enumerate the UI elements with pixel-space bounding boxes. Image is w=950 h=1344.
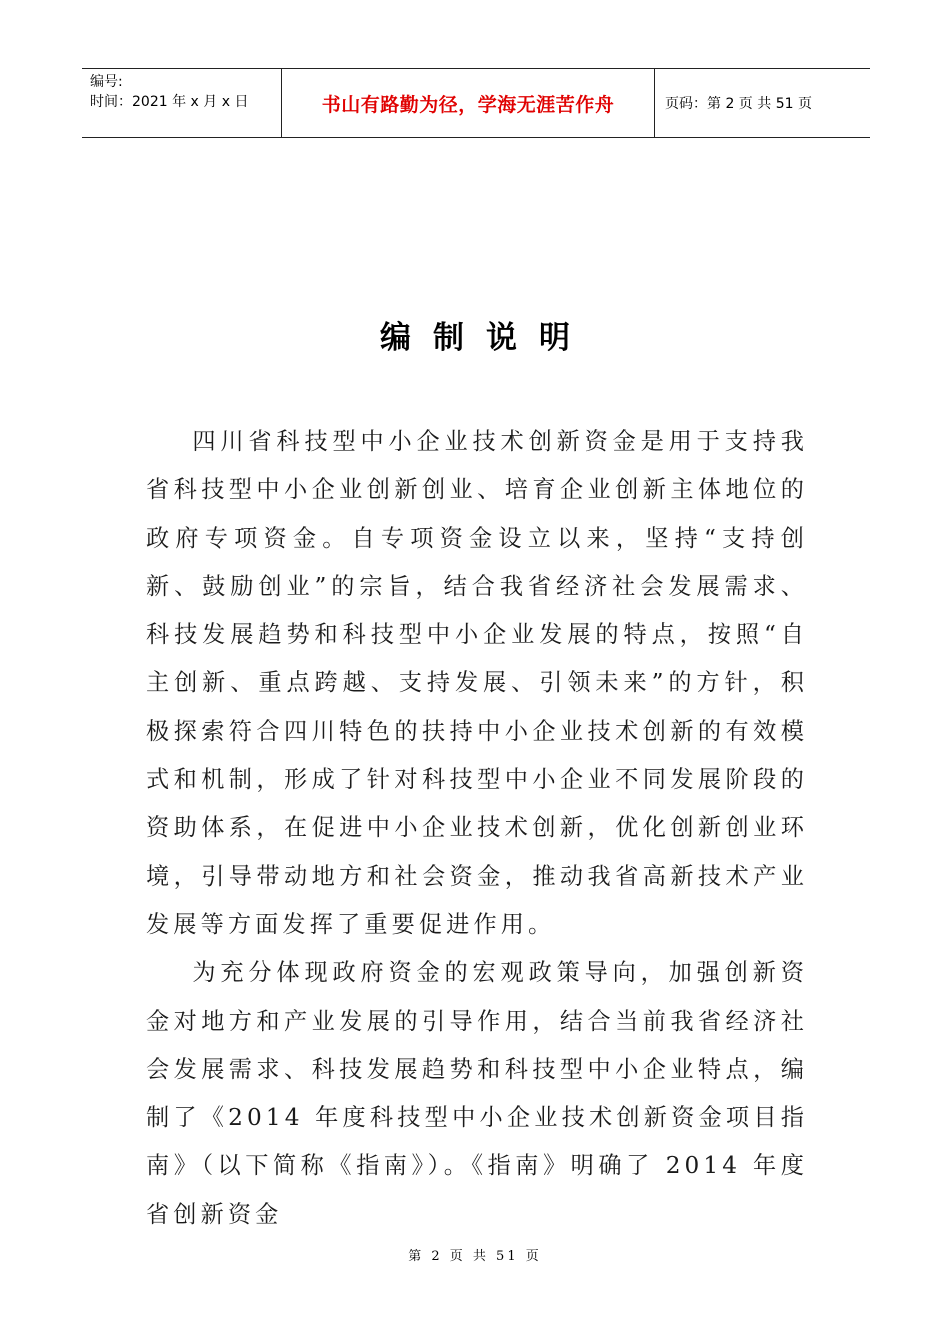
document-body <box>146 418 808 1239</box>
header-meta <box>82 69 282 137</box>
page-header <box>82 68 870 138</box>
document-title: 编制说明 <box>380 320 592 356</box>
page-footer: 第 2 页 共 51 页 <box>408 1249 542 1264</box>
header-page-info: 页码：第 2 页 共 51 页 <box>665 96 812 112</box>
paragraph: 为充分体现政府资金的宏观政策导向，加强创新资金对地方和产业发展的引导作用，结合当前我省经济社会发展需求、科技发展趋势和科技型中小企业特点，编制了《2014 年度科技型中小企业技术创新资金项目指南》（以下简称《指南》）。《指南》明确了 2014 年度省创新资金 <box>146 959 808 1228</box>
document-number-label: 编号: <box>90 74 123 90</box>
header-motto: 书山有路勤为径，学海无涯苦作舟 <box>282 69 655 137</box>
document-time: 时间：2021 年 x 月 x 日 <box>90 94 249 110</box>
paragraph: 四川省科技型中小企业技术创新资金是用于支持我省科技型中小企业创新创业、培育企业创新主体地位的政府专项资金。自专项资金设立以来，坚持“支持创新、鼓励创业”的宗旨，结合我省经济社会发展需求、科技发展趋势和科技型中小企业发展的特点，按照“自主创新、重点跨越、支持发展、引领未来”的方针，积极探索符合四川特色的扶持中小企业技术创新的有效模式和机制，形成了针对科技型中小企业不同发展阶段的资助体系，在促进中小企业技术创新，优化创新创业环境，引导带动地方和社会资金，推动我省高新技术产业发展等方面发挥了重要促进作用。 <box>146 428 808 938</box>
